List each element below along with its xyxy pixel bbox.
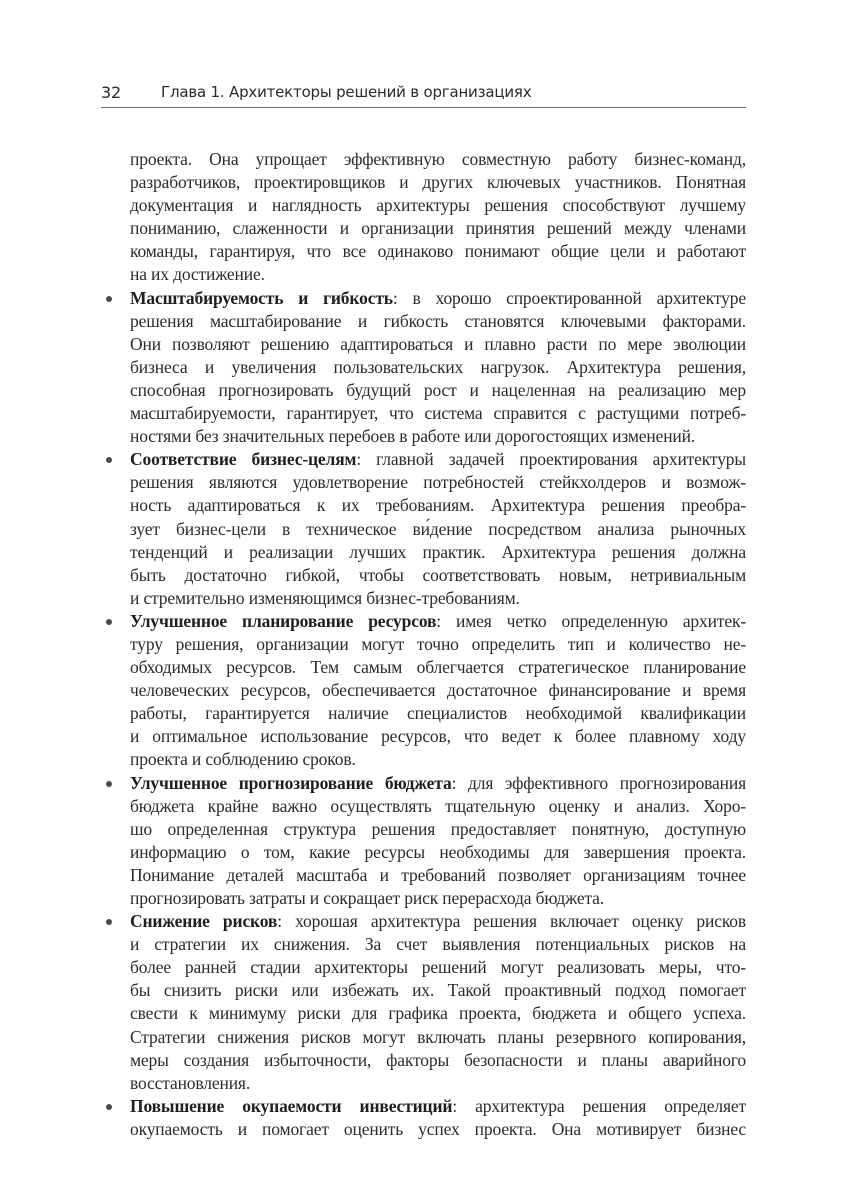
text-line: проекта. Она упрощает эффективную совместную работу бизнес-команд, <box>130 149 746 169</box>
bullet-roi <box>130 1095 746 1141</box>
bullet-term: Соответствие бизнес-целям <box>130 449 357 470</box>
text-line: Повышение окупаемости инвестиций: архитектура решения определяет <box>130 1095 746 1116</box>
bullet-risk-reduction <box>130 910 746 1095</box>
text-line: зует бизнес-цели в техническое ви́дение посредством анализа рыночных <box>130 518 746 539</box>
bullet-scalability <box>130 287 746 449</box>
text-line: быть достаточно гибкой, чтобы соответствовать новым, нетривиальным <box>130 564 746 585</box>
body-text <box>130 148 746 1141</box>
text-line: Улучшенное планирование ресурсов: имея четко определенную архитек- <box>130 610 746 631</box>
text-line: Масштабируемость и гибкость: в хорошо спроектированной архитектуре <box>130 287 746 308</box>
text-line: бы снизить риски или избежать их. Такой проактивный подход помогает <box>130 980 746 1001</box>
text-line: Соответствие бизнес-целям: главной задачей проектирования архитектуры <box>130 449 746 470</box>
text-line: тенденций и реализации лучших практик. Архитектура решения должна <box>130 541 746 562</box>
bullet-term: Масштабируемость и гибкость <box>130 287 393 308</box>
text-line: шо определенная структура решения предоставляет понятную, доступную <box>130 818 746 839</box>
bullet-term: Снижение рисков <box>130 911 278 932</box>
text-line: пониманию, слаженности и организации принятия решений между членами <box>130 218 746 239</box>
text-line: масштабируемости, гарантирует, что система справится с растущими потреб- <box>130 403 746 424</box>
text-line: и стремительно изменяющимся бизнес-требованиям. <box>130 587 520 608</box>
bullet-icon <box>106 296 112 302</box>
bullet-icon <box>106 1104 112 1110</box>
bullet-icon <box>106 457 112 463</box>
text-line: меры создания избыточности, факторы безопасности и планы аварийного <box>130 1049 746 1070</box>
bullet-term: Улучшенное прогнозирование бюджета <box>130 772 452 793</box>
bullet-term: Улучшенное планирование ресурсов <box>130 610 437 631</box>
text-line: решения масштабирование и гибкость становятся ключевыми факторами. <box>130 310 746 331</box>
chapter-title: Глава 1. Архитекторы решений в организациях <box>161 83 532 101</box>
intro-paragraph <box>130 148 746 287</box>
bullet-resource-planning <box>130 610 746 772</box>
header-rule <box>101 107 746 108</box>
text-line: работы, гарантируется наличие специалистов необходимой квалификации <box>130 703 746 724</box>
text-line: обходимых ресурсов. Тем самым облегчается стратегическое планирование <box>130 657 746 678</box>
text-line: свести к минимуму риски для графика проекта, бюджета и общего успеха. <box>130 1003 746 1024</box>
text-line: проекта и соблюдению сроков. <box>130 749 356 770</box>
text-line: бизнеса и увеличения пользовательских нагрузок. Архитектура решения, <box>130 356 746 377</box>
text-line: и оптимальное использование ресурсов, что ведет к более плавному ходу <box>130 726 746 747</box>
page-number: 32 <box>101 83 121 102</box>
text-line: более ранней стадии архитекторы решений могут реализовать меры, что- <box>130 957 746 978</box>
text-line: человеческих ресурсов, обеспечивается достаточное финансирование и время <box>130 680 746 701</box>
running-header <box>101 80 746 108</box>
text-line: окупаемость и помогает оценить успех проекта. Она мотивирует бизнес <box>130 1118 746 1139</box>
text-line: на их достижение. <box>130 264 265 285</box>
text-line: разработчиков, проектировщиков и других ключевых участников. Понятная <box>130 172 746 193</box>
text-line: бюджета крайне важно осуществлять тщательную оценку и анализ. Хоро- <box>130 795 746 816</box>
text-line: и стратегии их снижения. За счет выявления потенциальных рисков на <box>130 934 746 955</box>
bullet-business-alignment <box>130 448 746 610</box>
text-line: Улучшенное прогнозирование бюджета: для эффективного прогнозирования <box>130 772 747 793</box>
text-line: информацию о том, какие ресурсы необходимы для завершения проекта. <box>130 841 746 862</box>
text-line: Стратегии снижения рисков могут включать планы резервного копирования, <box>130 1026 746 1047</box>
text-line: восстановления. <box>130 1072 251 1093</box>
text-line: ностями без значительных перебоев в работе или дорогостоящих изменений. <box>130 426 696 447</box>
bullet-budget-forecasting <box>130 772 746 911</box>
text-line: документация и наглядность архитектуры решения способствуют лучшему <box>130 195 746 216</box>
text-line: прогнозировать затраты и сокращает риск перерасхода бюджета. <box>130 888 604 908</box>
text-line: команды, гарантируя, что все одинаково понимают общие цели и работают <box>130 241 746 262</box>
bullet-icon <box>106 619 112 625</box>
text-line: туру решения, организации могут точно определить тип и количество не- <box>130 633 746 654</box>
text-line: Снижение рисков: хорошая архитектура решения включает оценку рисков <box>130 911 746 932</box>
text-line: способная прогнозировать будущий рост и нацеленная на реализацию мер <box>130 379 746 400</box>
bullet-icon <box>106 781 112 787</box>
bullet-icon <box>106 919 112 925</box>
text-line: Понимание деталей масштаба и требований позволяет организациям точнее <box>130 864 746 885</box>
text-line: решения являются удовлетворение потребностей стейкхолдеров и возмож- <box>130 472 746 493</box>
text-line: Они позволяют решению адаптироваться и плавно расти по мере эволюции <box>130 333 746 354</box>
text-line: ность адаптироваться к их требованиям. Архитектура решения преобра- <box>130 495 746 516</box>
bullet-term: Повышение окупаемости инвестиций <box>130 1095 453 1116</box>
